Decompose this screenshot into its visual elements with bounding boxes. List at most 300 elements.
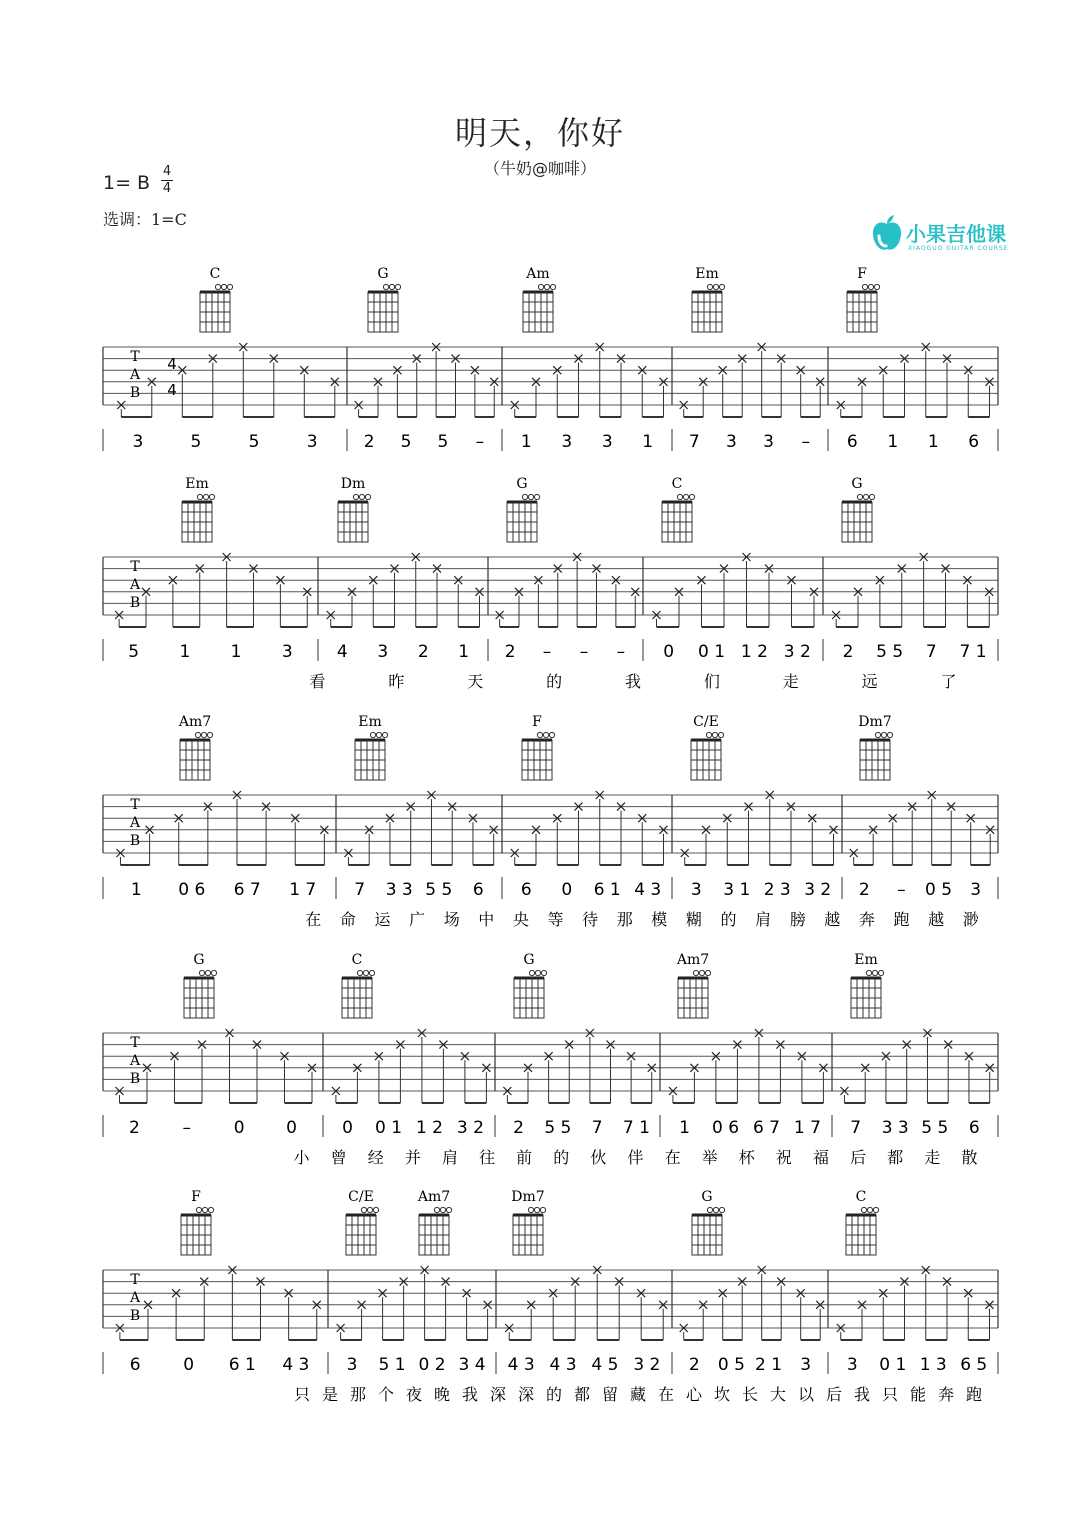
lyric-char: 在: [657, 1385, 675, 1404]
lyric-char: 命: [339, 910, 356, 929]
lyric-char: 经: [367, 1148, 384, 1167]
open-string-marker: [203, 494, 208, 499]
tab-time-bottom: 4: [167, 381, 177, 399]
tab-clef-letter: T: [130, 559, 140, 575]
numbered-note: 3 2: [804, 880, 832, 900]
song-subtitle: （牛奶@咖啡）: [483, 159, 596, 178]
open-string-marker: [699, 970, 704, 975]
open-string-marker: [376, 732, 381, 737]
numbered-note: 5: [190, 432, 202, 452]
chord-name: Am7: [676, 952, 710, 968]
lyric-char: 奔: [858, 910, 875, 929]
tab-clef-letter: B: [129, 1308, 141, 1324]
open-string-marker: [719, 284, 724, 289]
chord-name: F: [857, 266, 867, 282]
numbered-note: 4 5: [591, 1355, 619, 1375]
lyric-char: 前: [516, 1148, 533, 1167]
open-string-marker: [866, 970, 871, 975]
open-string-marker: [207, 732, 212, 737]
numbered-note: 2: [842, 642, 854, 662]
open-string-marker: [221, 284, 226, 289]
numbered-note: 7: [850, 1118, 862, 1138]
numbered-note: 3 1: [723, 880, 751, 900]
lyric-char: 我: [853, 1385, 871, 1404]
chord-name: Em: [854, 952, 878, 968]
numbered-note: 1 2: [415, 1118, 443, 1138]
open-string-marker: [383, 284, 388, 289]
lyric-char: 等: [547, 910, 564, 929]
tab-clef-letter: B: [129, 595, 141, 611]
numbered-note: 2: [363, 432, 375, 452]
numbered-note: 1: [887, 432, 899, 452]
open-string-marker: [365, 494, 370, 499]
open-string-marker: [359, 494, 364, 499]
chord-name: Am7: [178, 714, 212, 730]
lyric-char: 的: [545, 1385, 563, 1404]
open-string-marker: [199, 970, 204, 975]
tab-clef-letter: T: [130, 1272, 140, 1288]
numbered-note: 3 3: [385, 880, 413, 900]
open-string-marker: [529, 970, 534, 975]
chord-name: Dm7: [858, 714, 892, 730]
lyric-char: 的: [546, 672, 563, 691]
numbered-note: 7 1: [622, 1118, 650, 1138]
numbered-note: 3 2: [783, 642, 811, 662]
numbered-note: 5: [437, 432, 449, 452]
numbered-note: 6 7: [752, 1118, 780, 1138]
numbered-note: 6: [846, 432, 858, 452]
open-string-marker: [550, 284, 555, 289]
lyric-char: 那: [349, 1385, 367, 1404]
open-string-marker: [707, 284, 712, 289]
open-string-marker: [683, 494, 688, 499]
numbered-note: 6 7: [233, 880, 261, 900]
numbered-note: 0: [342, 1118, 353, 1138]
numbered-note: 1: [230, 642, 242, 662]
open-string-marker: [361, 1207, 366, 1212]
open-string-marker: [367, 1207, 372, 1212]
numbered-note: 5 1: [378, 1355, 406, 1375]
numbered-note: 3: [601, 432, 613, 452]
chord-name: G: [701, 1189, 713, 1205]
lyric-char: 膀: [789, 910, 806, 929]
numbered-note: 0 6: [178, 880, 206, 900]
chord-name: C: [855, 1189, 867, 1205]
numbered-note: 0: [233, 1118, 245, 1138]
numbered-note: 0 1: [375, 1118, 403, 1138]
numbered-note: 7: [925, 642, 937, 662]
lyric-char: 心: [685, 1385, 703, 1404]
lyric-char: 肩: [441, 1148, 458, 1167]
open-string-marker: [861, 1207, 866, 1212]
numbered-note: –: [801, 432, 810, 452]
numbered-note: 6 1: [593, 880, 621, 900]
lyric-char: 看: [309, 672, 326, 691]
lyric-char: 能: [909, 1385, 927, 1404]
numbered-note: 3: [346, 1355, 358, 1375]
lyric-char: 远: [861, 672, 878, 691]
chord-name: C/E: [348, 1189, 374, 1205]
numbered-note: 4 3: [549, 1355, 577, 1375]
open-string-marker: [719, 1207, 724, 1212]
open-string-marker: [227, 284, 232, 289]
numbered-note: 1: [679, 1118, 690, 1138]
tab-clef-letter: T: [130, 1035, 140, 1051]
tab-clef-letter: A: [129, 815, 141, 831]
lyric-char: 藏: [629, 1385, 647, 1404]
open-string-marker: [202, 1207, 207, 1212]
open-string-marker: [707, 1207, 712, 1212]
numbered-note: 5 5: [921, 1118, 949, 1138]
lyric-char: 走: [924, 1148, 941, 1167]
numbered-note: 4: [336, 642, 348, 662]
open-string-marker: [208, 1207, 213, 1212]
tab-clef-letter: T: [130, 797, 140, 813]
numbered-note: 2: [858, 880, 870, 900]
numbered-note: 1 7: [289, 880, 317, 900]
chord-name: C/E: [693, 714, 719, 730]
tab-clef-letter: B: [129, 385, 141, 401]
open-string-marker: [718, 732, 723, 737]
lyric-char: 举: [701, 1148, 718, 1167]
open-string-marker: [872, 970, 877, 975]
open-string-marker: [195, 732, 200, 737]
numbered-note: 5 5: [876, 642, 904, 662]
chord-name: G: [523, 952, 535, 968]
open-string-marker: [541, 970, 546, 975]
lyric-char: 天: [467, 672, 484, 691]
open-string-marker: [713, 284, 718, 289]
open-string-marker: [528, 1207, 533, 1212]
lyric-char: 并: [404, 1148, 421, 1167]
numbered-note: 6: [129, 1355, 141, 1375]
numbered-note: 3 2: [633, 1355, 661, 1375]
open-string-marker: [538, 284, 543, 289]
chord-name: G: [377, 266, 389, 282]
open-string-marker: [389, 284, 394, 289]
numbered-note: 3: [800, 1355, 812, 1375]
chord-name: Dm: [340, 476, 366, 492]
numbered-note: 0: [286, 1118, 297, 1138]
time-signature-top: 4: [162, 164, 172, 179]
open-string-marker: [357, 970, 362, 975]
open-string-marker: [382, 732, 387, 737]
open-string-marker: [353, 494, 358, 499]
numbered-note: 0: [663, 642, 675, 662]
numbered-note: 7: [591, 1118, 603, 1138]
lyric-char: 曾: [330, 1148, 347, 1167]
open-string-marker: [540, 1207, 545, 1212]
lyric-char: 越: [824, 910, 841, 929]
numbered-note: 4 3: [634, 880, 662, 900]
open-string-marker: [543, 732, 548, 737]
chord-name: Em: [185, 476, 209, 492]
tab-clef-letter: A: [129, 1053, 141, 1069]
numbered-note: 3: [281, 642, 293, 662]
open-string-marker: [209, 494, 214, 499]
open-string-marker: [881, 732, 886, 737]
lyric-char: 了: [940, 672, 957, 691]
numbered-note: 2: [688, 1355, 700, 1375]
lyric-char: 后: [850, 1148, 867, 1167]
open-string-marker: [887, 732, 892, 737]
numbered-note: 0: [183, 1355, 195, 1375]
lyric-char: 杯: [738, 1148, 755, 1167]
lyric-char: 糊: [685, 910, 702, 929]
brand-logo-subtext: XIAOGUO GUITAR COURSE: [908, 245, 1009, 252]
lyric-char: 的: [553, 1148, 570, 1167]
numbered-note: 0 1: [879, 1355, 907, 1375]
open-string-marker: [874, 284, 879, 289]
numbered-note: 2: [129, 1118, 140, 1138]
open-string-marker: [211, 970, 216, 975]
open-string-marker: [205, 970, 210, 975]
open-string-marker: [373, 1207, 378, 1212]
numbered-note: 0 1: [698, 642, 726, 662]
chord-name: Em: [358, 714, 382, 730]
lyric-char: 跑: [893, 910, 910, 929]
numbered-note: 3: [132, 432, 144, 452]
numbered-note: 5 5: [544, 1118, 572, 1138]
lyric-char: 长: [741, 1385, 759, 1404]
chord-name: Am: [526, 266, 550, 282]
numbered-note: 1: [458, 642, 470, 662]
numbered-note: 3: [561, 432, 573, 452]
open-string-marker: [434, 1207, 439, 1212]
chord-name: C: [671, 476, 683, 492]
numbered-note: 2: [417, 642, 429, 662]
open-string-marker: [534, 494, 539, 499]
song-title: 明天，你好: [454, 114, 625, 152]
open-string-marker: [544, 284, 549, 289]
numbered-note: 6 5: [960, 1355, 988, 1375]
open-string-marker: [528, 494, 533, 499]
numbered-note: 2: [504, 642, 516, 662]
tab-clef-letter: T: [130, 349, 140, 365]
open-string-marker: [201, 732, 206, 737]
open-string-marker: [862, 284, 867, 289]
open-string-marker: [869, 494, 874, 499]
lyric-char: 深: [517, 1385, 535, 1404]
lyric-char: 都: [887, 1148, 904, 1167]
lyric-char: 晚: [433, 1385, 451, 1404]
numbered-note: 6 1: [228, 1355, 256, 1375]
lyric-char: 广: [409, 910, 426, 929]
lyric-char: 运: [374, 910, 391, 929]
open-string-marker: [446, 1207, 451, 1212]
lyric-char: 奔: [937, 1385, 955, 1404]
numbered-note: –: [897, 880, 906, 900]
tab-clef-letter: B: [129, 833, 141, 849]
numbered-note: 5 5: [425, 880, 453, 900]
lyric-char: 那: [616, 910, 633, 929]
numbered-note: 1 2: [740, 642, 768, 662]
open-string-marker: [535, 970, 540, 975]
open-string-marker: [873, 1207, 878, 1212]
numbered-note: 0 5: [717, 1355, 745, 1375]
numbered-note: 0 6: [712, 1118, 740, 1138]
lyric-char: 中: [478, 910, 495, 929]
open-string-marker: [534, 1207, 539, 1212]
numbered-note: 1: [642, 432, 654, 452]
lyric-char: 场: [443, 910, 460, 929]
chord-name: F: [532, 714, 542, 730]
lyric-char: 越: [928, 910, 945, 929]
numbered-note: 0 2: [418, 1355, 446, 1375]
lyric-char: 跑: [965, 1385, 983, 1404]
open-string-marker: [363, 970, 368, 975]
open-string-marker: [713, 1207, 718, 1212]
chord-name: G: [851, 476, 863, 492]
numbered-note: 1 7: [793, 1118, 821, 1138]
chord-name: Am7: [417, 1189, 451, 1205]
open-string-marker: [705, 970, 710, 975]
open-string-marker: [875, 732, 880, 737]
numbered-note: 0 5: [925, 880, 953, 900]
lyric-char: 走: [782, 672, 799, 691]
numbered-note: 0: [561, 880, 573, 900]
open-string-marker: [369, 970, 374, 975]
numbered-note: 3: [690, 880, 702, 900]
numbered-note: 3: [306, 432, 318, 452]
lyric-char: 个: [377, 1385, 395, 1404]
open-string-marker: [689, 494, 694, 499]
numbered-note: 3 3: [881, 1118, 909, 1138]
numbered-note: 6: [968, 432, 980, 452]
numbered-note: 7: [688, 432, 700, 452]
time-signature-bottom: 4: [162, 181, 172, 196]
lyric-char: 在: [305, 910, 322, 929]
lyric-char: 小: [293, 1148, 310, 1167]
chord-name: F: [191, 1189, 201, 1205]
numbered-note: 1: [179, 642, 191, 662]
open-string-marker: [370, 732, 375, 737]
numbered-note: 3: [377, 642, 389, 662]
lyric-char: 昨: [388, 672, 405, 691]
lyric-char: 在: [664, 1148, 681, 1167]
tab-clef-letter: A: [129, 577, 141, 593]
lyric-char: 模: [651, 910, 668, 929]
lyric-char: 我: [624, 672, 642, 691]
numbered-note: 4 3: [282, 1355, 310, 1375]
open-string-marker: [522, 494, 527, 499]
lyric-char: 散: [961, 1148, 978, 1167]
open-string-marker: [863, 494, 868, 499]
brand-logo-text: 小果吉他课: [906, 222, 1006, 246]
numbered-note: –: [616, 642, 626, 662]
numbered-note: 3: [763, 432, 774, 452]
open-string-marker: [197, 494, 202, 499]
open-string-marker: [440, 1207, 445, 1212]
lyric-char: 是: [321, 1385, 339, 1404]
lyric-char: 央: [512, 910, 529, 929]
numbered-note: 6: [520, 880, 532, 900]
numbered-note: 5: [128, 642, 140, 662]
numbered-note: 2: [513, 1118, 524, 1138]
tab-time-top: 4: [167, 355, 177, 373]
open-string-marker: [215, 284, 220, 289]
lyric-char: 只: [293, 1385, 311, 1404]
open-string-marker: [196, 1207, 201, 1212]
numbered-note: 7 1: [959, 642, 987, 662]
chord-name: C: [209, 266, 221, 282]
open-string-marker: [867, 1207, 872, 1212]
numbered-note: 3 4: [458, 1355, 486, 1375]
open-string-marker: [549, 732, 554, 737]
numbered-note: –: [579, 642, 589, 662]
lyric-char: 我: [461, 1385, 479, 1404]
lyric-char: 伴: [627, 1148, 644, 1167]
open-string-marker: [677, 494, 682, 499]
lyric-char: 以: [797, 1385, 815, 1404]
capo-key: 选调：1=C: [103, 210, 187, 229]
numbered-note: 3: [970, 880, 982, 900]
tab-clef-letter: B: [129, 1071, 141, 1087]
numbered-note: 6: [472, 880, 484, 900]
lyric-char: 祝: [775, 1148, 792, 1167]
lyric-char: 们: [703, 672, 720, 691]
lyric-char: 夜: [405, 1385, 423, 1404]
chord-name: G: [193, 952, 205, 968]
chord-name: Dm7: [511, 1189, 545, 1205]
open-string-marker: [878, 970, 883, 975]
lyric-char: 留: [601, 1385, 619, 1404]
open-string-marker: [712, 732, 717, 737]
chord-name: Em: [695, 266, 719, 282]
numbered-note: 6: [968, 1118, 980, 1138]
numbered-note: 1 3: [919, 1355, 947, 1375]
lyric-char: 伙: [590, 1148, 607, 1167]
open-string-marker: [537, 732, 542, 737]
lyric-char: 后: [825, 1385, 843, 1404]
lyric-char: 大: [769, 1385, 787, 1404]
tab-clef-letter: A: [129, 367, 141, 383]
lyric-char: 的: [720, 910, 737, 929]
lyric-char: 待: [582, 910, 599, 929]
lyric-char: 深: [489, 1385, 507, 1404]
lyric-char: 都: [573, 1385, 591, 1404]
numbered-note: 3: [726, 432, 737, 452]
lyric-char: 福: [813, 1148, 830, 1167]
tab-clef-letter: A: [129, 1290, 141, 1306]
key-signature: 1= B: [103, 172, 151, 194]
numbered-note: 2 3: [763, 880, 791, 900]
lyric-char: 坎: [713, 1385, 731, 1404]
open-string-marker: [706, 732, 711, 737]
open-string-marker: [395, 284, 400, 289]
open-string-marker: [868, 284, 873, 289]
numbered-note: 5: [248, 432, 260, 452]
open-string-marker: [693, 970, 698, 975]
lyric-char: 只: [881, 1385, 899, 1404]
numbered-note: –: [182, 1118, 192, 1138]
lyric-char: 渺: [962, 910, 979, 929]
numbered-note: 3: [846, 1355, 858, 1375]
numbered-note: 1: [520, 432, 532, 452]
numbered-note: 1: [130, 880, 142, 900]
numbered-note: –: [475, 432, 485, 452]
open-string-marker: [857, 494, 862, 499]
numbered-note: –: [542, 642, 552, 662]
numbered-note: 3 2: [456, 1118, 484, 1138]
chord-name: G: [516, 476, 528, 492]
numbered-note: 5: [400, 432, 412, 452]
numbered-note: 2 1: [755, 1355, 783, 1375]
chord-name: C: [351, 952, 363, 968]
lyric-char: 肩: [755, 910, 772, 929]
numbered-note: 7: [354, 880, 366, 900]
lyric-char: 往: [479, 1148, 496, 1167]
